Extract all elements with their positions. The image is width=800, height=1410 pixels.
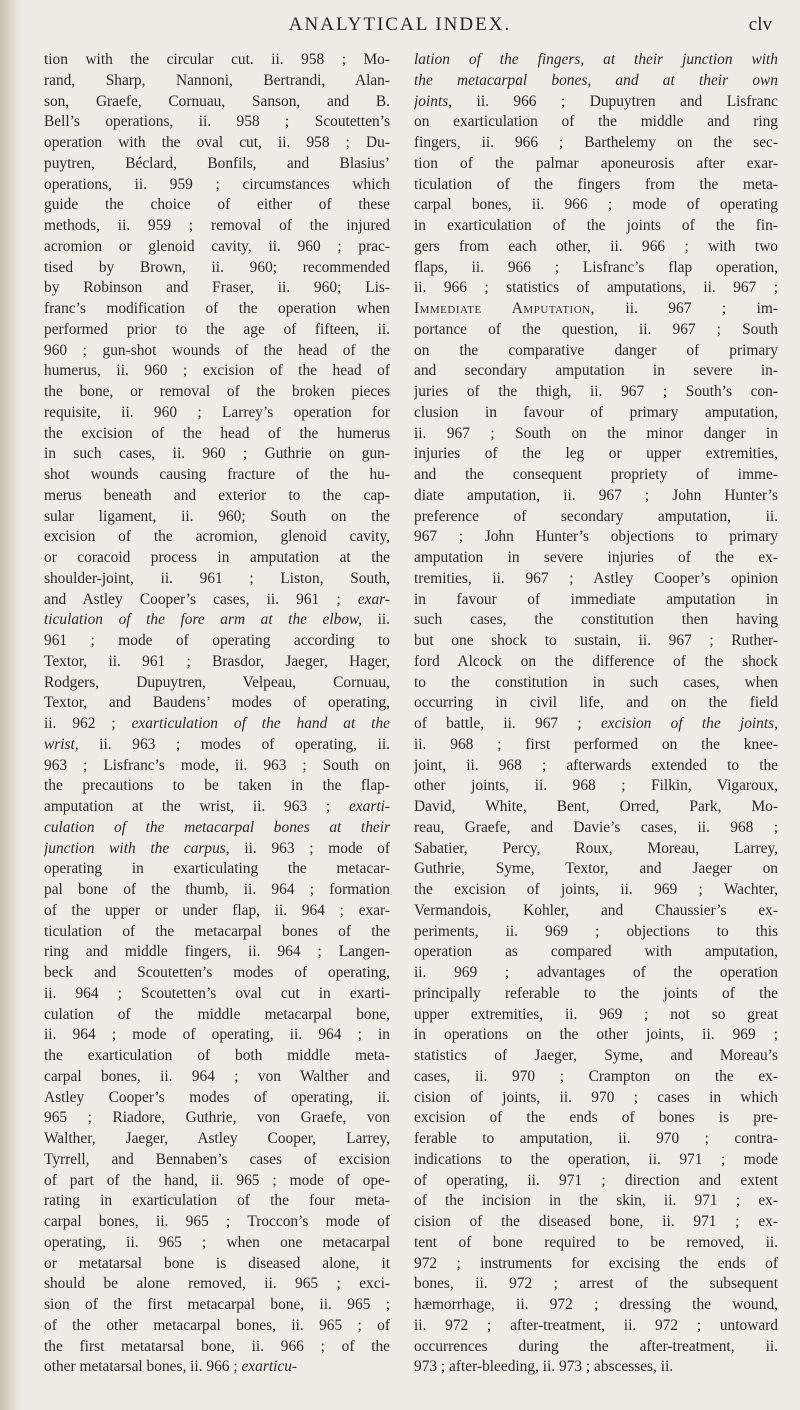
index-line (44, 175, 390, 196)
index-text: franc’s modification of the operation when (44, 300, 390, 317)
index-line (414, 382, 778, 403)
index-text: ticulation of the fore arm at the elbow, (44, 611, 363, 629)
index-text: sular ligament, ii. 960; South on the (44, 507, 390, 525)
index-text: merus beneath and exterior to the cap- (44, 486, 390, 504)
index-line (414, 776, 778, 797)
index-text: ii. (362, 611, 390, 629)
index-line (414, 1025, 778, 1046)
index-text: the first metatarsal bone, ii. 966 ; of the (44, 1337, 390, 1355)
index-text: guide the choice of either of these (44, 196, 390, 214)
index-text: 963 ; Lisfranc’s mode, ii. 963 ; South on (44, 756, 390, 774)
index-line (44, 1150, 390, 1171)
index-text: clusion in favour of primary amputation, (414, 403, 778, 421)
index-text: occurrences during the after-treatment, ii. (414, 1337, 778, 1355)
index-line (44, 652, 390, 673)
index-text: Tyrrell, and Bennaben’s cases of excision (44, 1150, 390, 1168)
index-text: and secondary amputation in severe in- (414, 362, 778, 380)
index-text: ticulation of the fingers from the meta- (414, 175, 778, 193)
index-text: but one shock to sustain, ii. 967 ; Ruther- (414, 632, 778, 649)
index-line (44, 797, 390, 818)
index-text: fingers, ii. 966 ; Barthelemy on the sec- (414, 134, 778, 151)
index-text: pal bone of the thumb, ii. 964 ; formation (44, 881, 390, 898)
index-line (414, 444, 778, 465)
index-line (44, 403, 390, 424)
index-line (414, 1005, 778, 1026)
index-text: joints, (414, 92, 453, 110)
index-text: rand, Sharp, Nannoni, Bertrandi, Alan- (44, 71, 390, 89)
index-line (44, 1129, 390, 1150)
index-text: tion of the palmar aponeurosis after exar- (414, 154, 778, 172)
index-line (414, 839, 778, 860)
index-line (44, 714, 390, 735)
index-text: excision of the acromion, glenoid cavity, (44, 528, 390, 546)
index-line (414, 548, 778, 569)
index-text: ring and middle fingers, ii. 964 ; Langen- (44, 943, 390, 961)
page-gutter-shadow (0, 0, 22, 1410)
index-text: and the consequent propriety of imme- (414, 466, 778, 483)
index-text: the bone, or removal of the broken pieces (44, 383, 390, 400)
index-line (44, 1088, 390, 1109)
index-text: 973 ; after-bleeding, ii. 973 ; abscesses, ii. (414, 1358, 674, 1376)
index-text: cases, ii. 970 ; Crampton on the ex- (414, 1067, 778, 1085)
index-line (44, 859, 390, 880)
index-line (414, 1254, 778, 1275)
index-text: or metatarsal bone is diseased alone, it (44, 1254, 390, 1272)
index-text: of operating, ii. 971 ; direction and extent (414, 1171, 778, 1189)
index-text: junction with the carpus, (44, 839, 230, 857)
index-line (414, 424, 778, 445)
index-text: operating, ii. 965 ; when one metacarpal (44, 1233, 390, 1251)
index-text: operation with the oval cut, ii. 958 ; Du- (44, 134, 390, 151)
index-line (44, 71, 390, 92)
index-line (414, 1046, 778, 1067)
index-text: methods, ii. 959 ; removal of the injured (44, 217, 390, 234)
index-line (414, 1129, 778, 1150)
index-line (44, 839, 390, 860)
index-text: 972 ; instruments for excising the ends of (414, 1254, 778, 1272)
index-text: 967 ; John Hunter’s objections to primary (414, 528, 778, 546)
index-line (44, 507, 390, 528)
index-line (414, 403, 778, 424)
index-line (414, 486, 778, 507)
index-text: on exarticulation of the middle and ring (414, 113, 778, 131)
index-text: should be alone removed, ii. 965 ; exci- (44, 1275, 390, 1293)
index-line (414, 880, 778, 901)
index-text: exarticu- (241, 1358, 298, 1376)
index-text: diate amputation, ii. 967 ; John Hunter’s (414, 486, 778, 504)
index-line (414, 112, 778, 133)
index-line (44, 610, 390, 631)
index-text: culation of the middle metacarpal bone, (44, 1005, 390, 1023)
index-text: 965 ; Riadore, Guthrie, von Graefe, von (44, 1109, 390, 1127)
index-text: operation as compared with amputation, (414, 943, 778, 961)
index-line (44, 527, 390, 548)
index-text: flaps, ii. 966 ; Lisfranc’s flap operation, (414, 258, 778, 276)
index-line (414, 714, 778, 735)
index-line (414, 1233, 778, 1254)
index-line (414, 527, 778, 548)
index-line (44, 590, 390, 611)
index-line (414, 465, 778, 486)
index-text: carpal bones, ii. 965 ; Troccon’s mode of (44, 1213, 390, 1230)
index-line (44, 1191, 390, 1212)
index-line (414, 320, 778, 341)
index-text: ii. 972 ; after-treatment, ii. 972 ; untoward (414, 1316, 778, 1334)
index-text: operating in exarticulating the metacar- (44, 860, 390, 878)
index-line (414, 133, 778, 154)
index-text: tised by Brown, ii. 960; recommended (44, 258, 390, 276)
index-text: Sabatier, Percy, Roux, Moreau, Larrey, (414, 839, 778, 857)
index-text: of the other metacarpal bones, ii. 965 ; of (44, 1316, 390, 1334)
index-line (414, 631, 778, 652)
index-line (44, 901, 390, 922)
index-line (44, 963, 390, 984)
index-line (44, 922, 390, 943)
index-line (44, 50, 390, 71)
index-line (44, 1025, 390, 1046)
index-line (414, 1150, 778, 1171)
index-text: in operations on the other joints, ii. 969 ; (414, 1026, 778, 1044)
index-text: juries of the thigh, ii. 967 ; South’s con- (414, 383, 778, 400)
index-line (414, 859, 778, 880)
index-text: the metacarpal bones, and at their own (414, 71, 778, 89)
index-text: humerus, ii. 960 ; excision of the head of (44, 362, 390, 380)
index-text: ticulation of the metacarpal bones of the (44, 922, 390, 940)
index-line (44, 361, 390, 382)
index-line (414, 1191, 778, 1212)
index-line (44, 1046, 390, 1067)
index-line (414, 610, 778, 631)
index-text: ii. 967 ; im- (594, 300, 778, 317)
index-line (44, 341, 390, 362)
index-text: excision of the ends of bones is pre- (414, 1109, 778, 1127)
index-text: requisite, ii. 960 ; Larrey’s operation for (44, 403, 390, 421)
index-text: on the comparative danger of primary (414, 341, 778, 359)
index-text: in favour of immediate amputation in (414, 590, 778, 608)
index-text: Vermandois, Kohler, and Chaussier’s ex- (414, 901, 778, 919)
index-line (44, 1233, 390, 1254)
index-line (44, 299, 390, 320)
index-line (414, 50, 778, 71)
index-line (414, 341, 778, 362)
index-line (44, 880, 390, 901)
index-text: of part of the hand, ii. 965 ; mode of ope- (44, 1171, 390, 1189)
index-text: indications to the operation, ii. 971 ; mode (414, 1150, 778, 1168)
index-text: of the upper or under flap, ii. 964 ; exar- (44, 901, 390, 919)
index-line (44, 154, 390, 175)
index-line (414, 942, 778, 963)
index-text: excision of the joints, (600, 715, 778, 732)
index-text: injuries of the leg or upper extremities, (414, 445, 778, 463)
index-text: carpal bones, ii. 964 ; von Walther and (44, 1067, 390, 1085)
index-line (44, 548, 390, 569)
index-text: shot wounds causing fracture of the hu- (44, 466, 390, 483)
index-line (414, 299, 778, 320)
index-text: such cases, the constitution then having (414, 611, 778, 629)
index-text: cision of the diseased bone, ii. 971 ; ex- (414, 1213, 778, 1230)
index-line (44, 112, 390, 133)
index-line (44, 1274, 390, 1295)
index-text: shoulder-joint, ii. 961 ; Liston, South, (44, 569, 390, 587)
index-text: ii. 964 ; mode of operating, ii. 964 ; in (44, 1026, 390, 1044)
index-line (414, 652, 778, 673)
index-line (44, 1337, 390, 1358)
index-line (414, 92, 778, 113)
index-text: of battle, ii. 967 ; (414, 715, 601, 732)
index-text: operations, ii. 959 ; circumstances which (44, 175, 390, 193)
index-text: ii. 966 ; statistics of amputations, ii. 967 ; (414, 279, 778, 297)
index-line (44, 818, 390, 839)
index-text: Textor, ii. 961 ; Brasdor, Jaeger, Hager, (44, 652, 390, 670)
index-text: ii. 966 ; Dupuytren and Lisfranc (452, 92, 778, 110)
index-text: gers from each other, ii. 966 ; with two (414, 237, 778, 255)
index-text: by Robinson and Fraser, ii. 960; Lis- (44, 279, 390, 297)
index-line (414, 1337, 778, 1358)
index-text: 961 ; mode of operating according to (44, 632, 390, 649)
index-line (44, 258, 390, 279)
index-line (414, 1357, 778, 1378)
index-text: in such cases, ii. 960 ; Guthrie on gun- (44, 445, 390, 463)
index-text: beck and Scoutetten’s modes of operating, (44, 964, 390, 981)
index-text: Textor, and Baudens’ modes of operating, (44, 694, 390, 712)
index-text: to the constitution in such cases, when (414, 673, 778, 691)
index-line (44, 195, 390, 216)
index-text: ii. 967 ; South on the minor danger in (414, 424, 778, 442)
index-line (44, 444, 390, 465)
index-text: preference of secondary amputation, ii. (414, 507, 778, 525)
index-text: the excision of joints, ii. 969 ; Wachter, (414, 881, 778, 898)
index-text: performed prior to the age of fifteen, ii. (44, 320, 390, 338)
index-line (44, 1357, 390, 1378)
index-line (414, 1088, 778, 1109)
index-line (44, 1171, 390, 1192)
index-text: Guthrie, Syme, Textor, and Jaeger on (414, 860, 778, 878)
index-line (414, 569, 778, 590)
index-line (414, 735, 778, 756)
index-line (44, 465, 390, 486)
index-text: and Astley Cooper’s cases, ii. 961 ; (44, 590, 358, 608)
index-line (414, 693, 778, 714)
index-line (414, 258, 778, 279)
index-line (414, 507, 778, 528)
index-line (44, 1254, 390, 1275)
index-text: rating in exarticulation of the four meta- (44, 1192, 390, 1210)
index-line (44, 673, 390, 694)
index-text: amputation at the wrist, ii. 963 ; (44, 798, 349, 815)
index-text: other metatarsal bones, ii. 966 ; (44, 1358, 242, 1376)
index-line (44, 984, 390, 1005)
index-line (44, 382, 390, 403)
index-line (44, 756, 390, 777)
index-line (414, 797, 778, 818)
index-text: tion with the circular cut. ii. 958 ; Mo- (44, 51, 390, 68)
index-text: statistics of Jaeger, Syme, and Moreau’s (414, 1047, 778, 1064)
index-text: Astley Cooper’s modes of operating, ii. (44, 1088, 390, 1106)
index-text: ferable to amputation, ii. 970 ; contra- (414, 1130, 778, 1147)
index-text: cision of joints, ii. 970 ; cases in which (414, 1088, 778, 1106)
index-line (414, 590, 778, 611)
index-text: exarticulation of the hand at the (131, 715, 390, 732)
index-line (414, 154, 778, 175)
index-line (414, 71, 778, 92)
index-text: portance of the question, ii. 967 ; South (414, 320, 778, 338)
index-line (414, 922, 778, 943)
index-text: in exarticulation of the joints of the fin- (414, 217, 778, 234)
index-text: the exarticulation of both middle meta- (44, 1047, 390, 1064)
index-line (414, 1212, 778, 1233)
index-text: occurring in civil life, and on the field (414, 694, 778, 712)
index-text: ii. 963 ; modes of operating, ii. (78, 735, 390, 753)
index-text: 960 ; gun-shot wounds of the head of the (44, 341, 390, 359)
index-text: ii. 969 ; advantages of the operation (414, 964, 778, 981)
index-line (414, 818, 778, 839)
index-text: lation of the fingers, at their junction with (414, 51, 778, 68)
index-text: ii. 962 ; (44, 715, 132, 732)
index-text: exarti- (348, 798, 390, 815)
index-text: Immediate Amputation, (414, 300, 595, 317)
index-text: of the incision in the skin, ii. 971 ; ex- (414, 1192, 778, 1210)
index-column-right (414, 50, 778, 1378)
index-line (44, 278, 390, 299)
index-text: ii. 963 ; mode of (229, 839, 390, 857)
index-text: other joints, ii. 968 ; Filkin, Vigaroux, (414, 777, 778, 795)
index-line (44, 424, 390, 445)
index-text: the precautions to be taken in the flap- (44, 777, 390, 795)
index-text: bones, ii. 972 ; arrest of the subsequent (414, 1275, 778, 1293)
index-line (44, 735, 390, 756)
index-line (414, 1274, 778, 1295)
index-line (414, 963, 778, 984)
page-title: ANALYTICAL INDEX. (288, 14, 512, 35)
index-line (44, 569, 390, 590)
index-text: David, White, Bent, Orred, Park, Mo- (414, 798, 778, 815)
index-line (44, 1108, 390, 1129)
index-text: sion of the first metacarpal bone, ii. 965 ; (44, 1296, 390, 1313)
index-line (44, 1212, 390, 1233)
index-line (44, 237, 390, 258)
index-line (414, 673, 778, 694)
index-text: joint, ii. 968 ; afterwards extended to the (414, 756, 778, 774)
index-line (44, 320, 390, 341)
index-line (44, 216, 390, 237)
index-line (414, 216, 778, 237)
index-text: reau, Graefe, and Davie’s cases, ii. 968 ; (414, 818, 778, 836)
index-line (414, 175, 778, 196)
index-text: culation of the metacarpal bones at their (44, 818, 390, 836)
index-line (44, 942, 390, 963)
index-line (44, 1067, 390, 1088)
index-text: acromion or glenoid cavity, ii. 960 ; prac- (44, 237, 390, 255)
index-text: Walther, Jaeger, Astley Cooper, Larrey, (44, 1130, 390, 1147)
index-text: or coracoid process in amputation at the (44, 549, 390, 566)
index-text: the excision of the head of the humerus (44, 424, 390, 442)
index-line (414, 1171, 778, 1192)
index-text: ford Alcock on the difference of the shock (414, 652, 778, 670)
index-text: carpal bones, ii. 966 ; mode of operating (414, 196, 778, 214)
index-line (44, 1005, 390, 1026)
index-line (414, 901, 778, 922)
index-line (44, 693, 390, 714)
index-text: ii. 968 ; first performed on the knee- (414, 735, 778, 753)
index-line (414, 1108, 778, 1129)
index-line (44, 486, 390, 507)
index-line (414, 361, 778, 382)
index-text: tent of bone required to be removed, ii. (414, 1233, 778, 1251)
index-text: periments, ii. 969 ; objections to this (414, 922, 778, 940)
index-text: tremities, ii. 967 ; Astley Cooper’s opinion (414, 569, 778, 587)
index-line (44, 92, 390, 113)
index-line (44, 133, 390, 154)
index-text: wrist, (44, 735, 79, 753)
index-text: son, Graefe, Cornuau, Sanson, and B. (44, 92, 390, 110)
index-line (414, 756, 778, 777)
index-line (414, 1295, 778, 1316)
running-head (0, 14, 800, 44)
index-text: exar- (357, 590, 390, 608)
index-line (414, 1316, 778, 1337)
page-number: clv (748, 14, 772, 35)
index-text: puytren, Béclard, Bonfils, and Blasius’ (44, 154, 390, 172)
index-line (414, 984, 778, 1005)
index-text: ii. 964 ; Scoutetten’s oval cut in exarti- (44, 984, 390, 1002)
index-line (44, 631, 390, 652)
index-text: upper extremities, ii. 969 ; not so great (414, 1005, 778, 1023)
index-line (414, 237, 778, 258)
index-column-left (44, 50, 390, 1378)
index-line (44, 1295, 390, 1316)
index-text: Rodgers, Dupuytren, Velpeau, Cornuau, (44, 673, 390, 691)
index-line (414, 195, 778, 216)
index-line (44, 1316, 390, 1337)
index-text: principally referable to the joints of the (414, 984, 778, 1002)
index-line (44, 776, 390, 797)
index-text: hæmorrhage, ii. 972 ; dressing the wound, (414, 1296, 778, 1313)
index-line (414, 278, 778, 299)
index-text: amputation in severe injuries of the ex- (414, 549, 778, 566)
index-text: Bell’s operations, ii. 958 ; Scoutetten’s (44, 113, 390, 131)
index-line (414, 1067, 778, 1088)
